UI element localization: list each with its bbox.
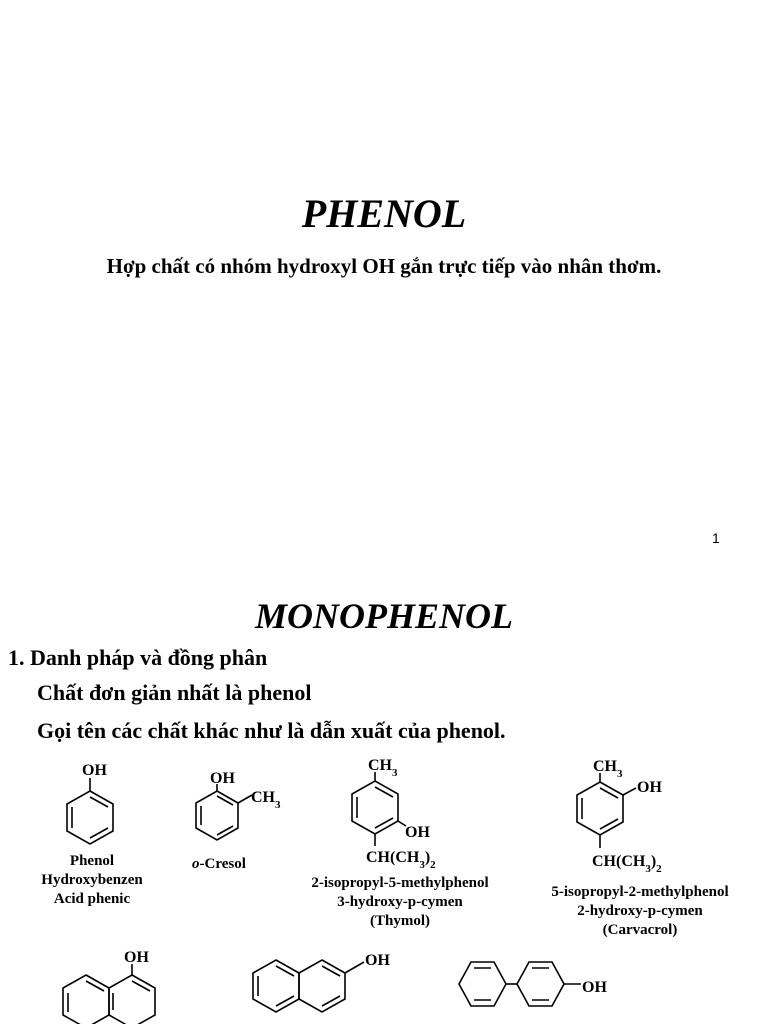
oh-label: OH bbox=[582, 979, 607, 996]
oh-label: OH bbox=[124, 949, 149, 966]
slide1-title: PHENOL bbox=[301, 191, 467, 236]
o-cresol-structure bbox=[196, 770, 281, 840]
oh-label: OH bbox=[405, 824, 430, 841]
isopropyl-label: $CH(CH_3)_2$ bbox=[366, 849, 436, 871]
oh-label: OH bbox=[637, 779, 662, 796]
caption-o-cresol: o-Cresol bbox=[192, 856, 246, 872]
page-number: 1 bbox=[712, 530, 720, 546]
naphthol-2-structure bbox=[253, 952, 390, 1012]
text-line-2: Gọi tên các chất khác như là dẫn xuất của phenol. bbox=[37, 718, 506, 743]
oh-label: OH bbox=[82, 762, 107, 779]
carvacrol-structure bbox=[577, 758, 662, 875]
slide2-title: MONOPHENOL bbox=[255, 596, 513, 636]
section-heading: 1. Danh pháp và đồng phân bbox=[8, 645, 268, 670]
thymol-structure bbox=[352, 757, 436, 871]
isopropyl-label: $CH(CH_3)_2$ bbox=[592, 853, 662, 875]
ch3-label: $CH_3$ bbox=[251, 789, 281, 811]
slide1-subtitle: Hợp chất có nhóm hydroxyl OH gắn trực tiếp vào nhân thơm. bbox=[106, 254, 662, 278]
caption-thymol: 2-isopropyl-5-methylphenol 3-hydroxy-p-cymen (Thymol) bbox=[311, 875, 489, 929]
caption-carvacrol: 5-isopropyl-2-methylphenol 2-hydroxy-p-cymen (Carvacrol) bbox=[551, 884, 729, 938]
oh-label: OH bbox=[365, 952, 390, 969]
oh-label: OH bbox=[210, 770, 235, 787]
phenol-structure bbox=[67, 762, 113, 844]
caption-phenol: Phenol Hydroxybenzen Acid phenic bbox=[41, 853, 143, 907]
ch3-label: $CH_3$ bbox=[368, 757, 398, 779]
text-line-1: Chất đơn giản nhất là phenol bbox=[37, 680, 312, 705]
naphthol-1-structure bbox=[63, 949, 155, 1024]
ch3-label: $CH_3$ bbox=[593, 758, 623, 780]
biphenylol-structure bbox=[459, 962, 607, 1006]
